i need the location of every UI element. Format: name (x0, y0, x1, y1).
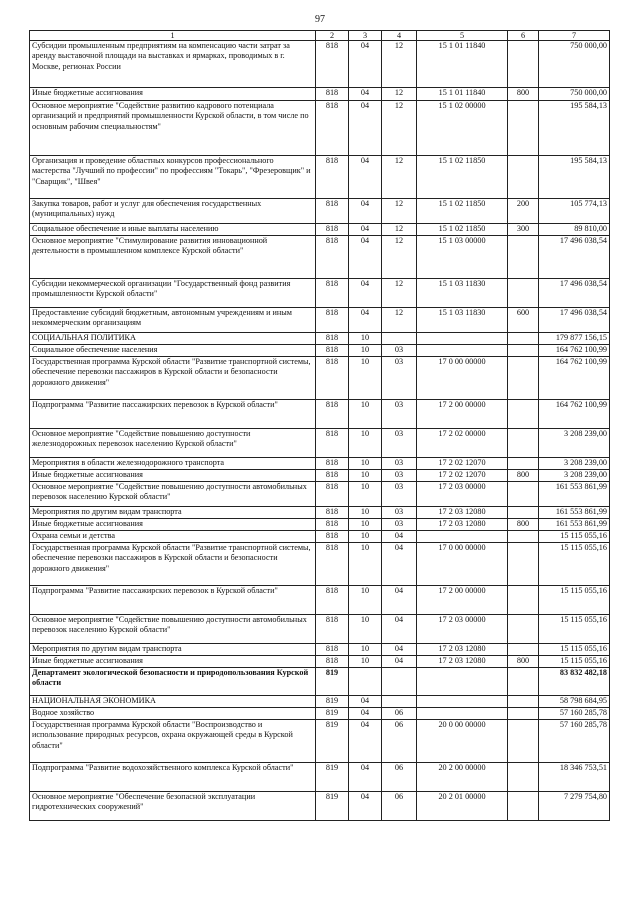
row-code-cell: 818 (316, 656, 349, 668)
row-expense-type-cell (508, 792, 539, 821)
row-section-cell: 10 (349, 333, 382, 345)
row-subsection-cell: 12 (382, 101, 417, 156)
row-section-cell: 04 (349, 792, 382, 821)
row-target-article-cell: 15 1 02 11850 (417, 224, 508, 236)
row-subsection-cell: 04 (382, 531, 417, 543)
row-expense-type-cell (508, 507, 539, 519)
row-subsection-cell: 12 (382, 199, 417, 224)
table-row (30, 543, 610, 586)
row-name-cell: Социальное обеспечение и иные выплаты населению (30, 224, 316, 236)
row-amount-cell: 17 496 038,54 (539, 236, 610, 279)
row-section-cell: 04 (349, 720, 382, 763)
row-section-cell: 10 (349, 429, 382, 458)
row-target-article-cell: 15 1 01 11840 (417, 41, 508, 88)
row-target-article-cell: 17 2 00 00000 (417, 586, 508, 615)
row-subsection-cell (382, 668, 417, 696)
row-target-article-cell: 17 2 03 12080 (417, 656, 508, 668)
row-name-cell: Мероприятия в области железнодорожного транспорта (30, 458, 316, 470)
row-target-article-cell: 17 0 00 00000 (417, 357, 508, 400)
row-section-cell: 04 (349, 708, 382, 720)
row-target-article-cell: 20 2 01 00000 (417, 792, 508, 821)
row-amount-cell: 164 762 100,99 (539, 357, 610, 400)
row-expense-type-cell (508, 333, 539, 345)
row-code-cell: 818 (316, 543, 349, 586)
row-expense-type-cell: 800 (508, 88, 539, 101)
row-code-cell: 818 (316, 236, 349, 279)
row-name-cell: Основное мероприятие "Обеспечение безопасной эксплуатации гидротехнических сооружений" (30, 792, 316, 821)
row-expense-type-cell (508, 763, 539, 792)
row-subsection-cell: 12 (382, 156, 417, 199)
row-name-cell: Подпрограмма "Развитие пассажирских перевозок в Курской области" (30, 586, 316, 615)
row-name-cell: Субсидии некоммерческой организации "Государственный фонд развития промышленности Курской области" (30, 279, 316, 308)
table-row (30, 333, 610, 345)
row-section-cell: 04 (349, 236, 382, 279)
row-expense-type-cell (508, 696, 539, 708)
row-section-cell: 04 (349, 156, 382, 199)
row-code-cell: 818 (316, 333, 349, 345)
row-subsection-cell: 12 (382, 41, 417, 88)
row-section-cell: 10 (349, 482, 382, 507)
row-section-cell: 10 (349, 615, 382, 644)
row-target-article-cell (417, 345, 508, 357)
table-row (30, 720, 610, 763)
row-target-article-cell: 15 1 01 11840 (417, 88, 508, 101)
row-amount-cell: 161 553 861,99 (539, 519, 610, 531)
row-expense-type-cell: 200 (508, 199, 539, 224)
row-amount-cell: 57 160 285,78 (539, 708, 610, 720)
row-expense-type-cell (508, 156, 539, 199)
row-expense-type-cell (508, 345, 539, 357)
row-amount-cell: 7 279 754,80 (539, 792, 610, 821)
row-name-cell: Подпрограмма "Развитие пассажирских перевозок в Курской области" (30, 400, 316, 429)
row-code-cell: 818 (316, 279, 349, 308)
table-row (30, 88, 610, 101)
header-cell: 5 (417, 31, 508, 41)
row-name-cell: Основное мероприятие "Содействие развитию кадрового потенциала организаций и предприятий промышленности Курской области, в том числе по основным рабочим специальностям" (30, 101, 316, 156)
header-cell: 2 (316, 31, 349, 41)
row-target-article-cell: 15 1 02 11850 (417, 199, 508, 224)
row-code-cell: 818 (316, 586, 349, 615)
row-name-cell: Иные бюджетные ассигнования (30, 519, 316, 531)
header-cell: 1 (30, 31, 316, 41)
budget-table (29, 30, 610, 821)
page-number: 97 (315, 14, 325, 25)
row-target-article-cell: 15 1 03 00000 (417, 236, 508, 279)
row-target-article-cell: 17 2 03 12080 (417, 519, 508, 531)
row-code-cell: 818 (316, 400, 349, 429)
row-amount-cell: 179 877 156,15 (539, 333, 610, 345)
row-section-cell: 04 (349, 101, 382, 156)
row-target-article-cell (417, 708, 508, 720)
row-code-cell: 818 (316, 357, 349, 400)
row-subsection-cell: 03 (382, 345, 417, 357)
row-code-cell: 819 (316, 708, 349, 720)
row-subsection-cell (382, 696, 417, 708)
row-amount-cell: 3 208 239,00 (539, 470, 610, 482)
row-expense-type-cell: 800 (508, 519, 539, 531)
row-name-cell: Государственная программа Курской области "Развитие транспортной системы, обеспечение перевозки пассажиров в Курской области и безопасности дорожного движения" (30, 543, 316, 586)
row-subsection-cell: 03 (382, 507, 417, 519)
row-expense-type-cell (508, 41, 539, 88)
row-subsection-cell: 03 (382, 429, 417, 458)
row-expense-type-cell (508, 458, 539, 470)
row-subsection-cell: 06 (382, 720, 417, 763)
row-expense-type-cell (508, 720, 539, 763)
row-name-cell: Субсидии промышленным предприятиям на компенсацию части затрат за аренду выставочной площади на выставках и ярмарках, проводимых в г. Москве, регионах России (30, 41, 316, 88)
row-amount-cell: 15 115 055,16 (539, 531, 610, 543)
row-code-cell: 818 (316, 458, 349, 470)
row-code-cell: 818 (316, 507, 349, 519)
row-target-article-cell: 20 0 00 00000 (417, 720, 508, 763)
row-subsection-cell: 03 (382, 400, 417, 429)
row-amount-cell: 164 762 100,99 (539, 345, 610, 357)
row-code-cell: 819 (316, 696, 349, 708)
row-target-article-cell: 20 2 00 00000 (417, 763, 508, 792)
row-amount-cell: 15 115 055,16 (539, 586, 610, 615)
row-expense-type-cell (508, 586, 539, 615)
row-name-cell: Мероприятия по другим видам транспорта (30, 644, 316, 656)
table-row (30, 156, 610, 199)
table-row (30, 586, 610, 615)
row-subsection-cell: 03 (382, 482, 417, 507)
row-section-cell: 10 (349, 458, 382, 470)
row-name-cell: Иные бюджетные ассигнования (30, 88, 316, 101)
row-code-cell: 818 (316, 644, 349, 656)
row-name-cell: Социальное обеспечение населения (30, 345, 316, 357)
row-target-article-cell (417, 696, 508, 708)
row-subsection-cell: 12 (382, 224, 417, 236)
row-expense-type-cell (508, 279, 539, 308)
row-target-article-cell (417, 333, 508, 345)
header-cell: 3 (349, 31, 382, 41)
row-amount-cell: 164 762 100,99 (539, 400, 610, 429)
row-target-article-cell: 15 1 03 11830 (417, 308, 508, 333)
table-row (30, 199, 610, 224)
row-amount-cell: 83 832 482,18 (539, 668, 610, 696)
row-code-cell: 818 (316, 224, 349, 236)
row-section-cell: 10 (349, 531, 382, 543)
row-expense-type-cell (508, 400, 539, 429)
row-subsection-cell: 04 (382, 644, 417, 656)
row-section-cell: 04 (349, 199, 382, 224)
row-subsection-cell: 04 (382, 656, 417, 668)
row-code-cell: 819 (316, 763, 349, 792)
header-cell: 4 (382, 31, 417, 41)
row-code-cell: 818 (316, 88, 349, 101)
row-section-cell: 10 (349, 470, 382, 482)
row-expense-type-cell: 600 (508, 308, 539, 333)
table-row (30, 615, 610, 644)
row-subsection-cell: 04 (382, 543, 417, 586)
row-section-cell: 10 (349, 519, 382, 531)
table-row (30, 531, 610, 543)
row-subsection-cell: 03 (382, 357, 417, 400)
table-row (30, 792, 610, 821)
table-row (30, 696, 610, 708)
row-amount-cell: 17 496 038,54 (539, 308, 610, 333)
table-row (30, 656, 610, 668)
row-target-article-cell: 17 2 03 00000 (417, 615, 508, 644)
row-expense-type-cell (508, 615, 539, 644)
row-target-article-cell: 17 2 02 00000 (417, 429, 508, 458)
table-row (30, 668, 610, 696)
row-section-cell (349, 668, 382, 696)
table-row (30, 429, 610, 458)
row-name-cell: СОЦИАЛЬНАЯ ПОЛИТИКА (30, 333, 316, 345)
row-amount-cell: 195 584,13 (539, 101, 610, 156)
header-cell: 6 (508, 31, 539, 41)
row-amount-cell: 15 115 055,16 (539, 543, 610, 586)
row-subsection-cell: 03 (382, 470, 417, 482)
row-target-article-cell: 17 0 00 00000 (417, 543, 508, 586)
row-expense-type-cell (508, 644, 539, 656)
row-target-article-cell: 17 2 02 12070 (417, 470, 508, 482)
table-row (30, 279, 610, 308)
row-code-cell: 818 (316, 470, 349, 482)
row-subsection-cell: 06 (382, 708, 417, 720)
row-section-cell: 04 (349, 308, 382, 333)
row-section-cell: 10 (349, 586, 382, 615)
table-row (30, 458, 610, 470)
table-row (30, 345, 610, 357)
row-target-article-cell (417, 668, 508, 696)
row-expense-type-cell: 300 (508, 224, 539, 236)
row-name-cell: Государственная программа Курской области "Развитие транспортной системы, обеспечение перевозки пассажиров в Курской области и безопасности дорожного движения" (30, 357, 316, 400)
table-row (30, 507, 610, 519)
row-name-cell: Закупка товаров, работ и услуг для обеспечения государственных (муниципальных) нужд (30, 199, 316, 224)
row-amount-cell: 195 584,13 (539, 156, 610, 199)
row-subsection-cell: 12 (382, 279, 417, 308)
row-name-cell: Подпрограмма "Развитие водохозяйственного комплекса Курской области" (30, 763, 316, 792)
row-section-cell: 04 (349, 224, 382, 236)
row-subsection-cell: 04 (382, 615, 417, 644)
row-subsection-cell: 06 (382, 763, 417, 792)
row-name-cell: Государственная программа Курской области "Воспроизводство и использование природных ресурсов, охрана окружающей среды в Курской области" (30, 720, 316, 763)
row-subsection-cell: 03 (382, 458, 417, 470)
header-cell: 7 (539, 31, 610, 41)
table-row (30, 224, 610, 236)
row-subsection-cell: 03 (382, 519, 417, 531)
row-amount-cell: 17 496 038,54 (539, 279, 610, 308)
row-code-cell: 819 (316, 668, 349, 696)
row-name-cell: Основное мероприятие "Содействие повышению доступности железнодорожных перевозок населению Курской области" (30, 429, 316, 458)
row-section-cell: 04 (349, 88, 382, 101)
row-section-cell: 10 (349, 400, 382, 429)
row-section-cell: 10 (349, 656, 382, 668)
table-row (30, 101, 610, 156)
header-row (30, 31, 610, 41)
row-subsection-cell: 04 (382, 586, 417, 615)
row-subsection-cell: 12 (382, 236, 417, 279)
row-target-article-cell (417, 531, 508, 543)
row-expense-type-cell (508, 708, 539, 720)
row-amount-cell: 58 798 684,95 (539, 696, 610, 708)
row-target-article-cell: 17 2 03 00000 (417, 482, 508, 507)
row-amount-cell: 18 346 753,51 (539, 763, 610, 792)
row-expense-type-cell (508, 482, 539, 507)
row-target-article-cell: 17 2 03 12080 (417, 507, 508, 519)
row-section-cell: 04 (349, 279, 382, 308)
table-row (30, 708, 610, 720)
table-row (30, 236, 610, 279)
table-row (30, 482, 610, 507)
row-subsection-cell: 12 (382, 88, 417, 101)
row-section-cell: 10 (349, 543, 382, 586)
row-section-cell: 04 (349, 763, 382, 792)
row-amount-cell: 3 208 239,00 (539, 458, 610, 470)
row-name-cell: Мероприятия по другим видам транспорта (30, 507, 316, 519)
row-subsection-cell: 12 (382, 308, 417, 333)
row-name-cell: Основное мероприятие "Содействие повышению доступности автомобильных перевозок населению Курской области" (30, 615, 316, 644)
row-target-article-cell: 15 1 03 11830 (417, 279, 508, 308)
row-expense-type-cell: 800 (508, 656, 539, 668)
row-amount-cell: 15 115 055,16 (539, 615, 610, 644)
table-row (30, 519, 610, 531)
row-name-cell: Департамент экологической безопасности и природопользования Курской области (30, 668, 316, 696)
row-section-cell: 10 (349, 345, 382, 357)
row-expense-type-cell (508, 101, 539, 156)
row-section-cell: 10 (349, 357, 382, 400)
row-target-article-cell: 15 1 02 11850 (417, 156, 508, 199)
row-code-cell: 818 (316, 429, 349, 458)
row-code-cell: 818 (316, 531, 349, 543)
row-code-cell: 819 (316, 792, 349, 821)
row-code-cell: 818 (316, 199, 349, 224)
row-expense-type-cell (508, 357, 539, 400)
row-amount-cell: 105 774,13 (539, 199, 610, 224)
row-target-article-cell: 15 1 02 00000 (417, 101, 508, 156)
row-name-cell: Основное мероприятие "Стимулирование развития инновационной деятельности в промышленном комплексе Курской области" (30, 236, 316, 279)
row-name-cell: Водное хозяйство (30, 708, 316, 720)
row-amount-cell: 3 208 239,00 (539, 429, 610, 458)
row-code-cell: 818 (316, 345, 349, 357)
row-name-cell: Иные бюджетные ассигнования (30, 656, 316, 668)
row-name-cell: Организация и проведение областных конкурсов профессионального мастерства "Лучший по профессии" по профессиям "Токарь", "Фрезеровщик" и "Сварщик", "Швея" (30, 156, 316, 199)
row-target-article-cell: 17 2 02 12070 (417, 458, 508, 470)
row-amount-cell: 89 810,00 (539, 224, 610, 236)
row-section-cell: 10 (349, 644, 382, 656)
table-row (30, 41, 610, 88)
row-code-cell: 818 (316, 308, 349, 333)
row-code-cell: 818 (316, 519, 349, 531)
row-code-cell: 818 (316, 615, 349, 644)
row-name-cell: Иные бюджетные ассигнования (30, 470, 316, 482)
table-row (30, 763, 610, 792)
row-amount-cell: 57 160 285,78 (539, 720, 610, 763)
row-expense-type-cell: 800 (508, 470, 539, 482)
row-code-cell: 818 (316, 41, 349, 88)
row-code-cell: 819 (316, 720, 349, 763)
table-row (30, 400, 610, 429)
row-name-cell: Предоставление субсидий бюджетным, автономным учреждениям и иным некоммерческим организациям (30, 308, 316, 333)
row-target-article-cell: 17 2 03 12080 (417, 644, 508, 656)
row-name-cell: НАЦИОНАЛЬНАЯ ЭКОНОМИКА (30, 696, 316, 708)
row-code-cell: 818 (316, 156, 349, 199)
row-code-cell: 818 (316, 101, 349, 156)
row-amount-cell: 161 553 861,99 (539, 507, 610, 519)
row-section-cell: 04 (349, 696, 382, 708)
row-name-cell: Охрана семьи и детства (30, 531, 316, 543)
table-row (30, 470, 610, 482)
row-expense-type-cell (508, 543, 539, 586)
row-expense-type-cell (508, 668, 539, 696)
row-amount-cell: 750 000,00 (539, 41, 610, 88)
row-expense-type-cell (508, 429, 539, 458)
row-subsection-cell (382, 333, 417, 345)
table-row (30, 308, 610, 333)
row-section-cell: 10 (349, 507, 382, 519)
row-target-article-cell: 17 2 00 00000 (417, 400, 508, 429)
row-amount-cell: 161 553 861,99 (539, 482, 610, 507)
row-subsection-cell: 06 (382, 792, 417, 821)
table-row (30, 357, 610, 400)
table-row (30, 644, 610, 656)
row-expense-type-cell (508, 531, 539, 543)
row-amount-cell: 750 000,00 (539, 88, 610, 101)
row-section-cell: 04 (349, 41, 382, 88)
row-expense-type-cell (508, 236, 539, 279)
row-code-cell: 818 (316, 482, 349, 507)
row-amount-cell: 15 115 055,16 (539, 656, 610, 668)
row-name-cell: Основное мероприятие "Содействие повышению доступности автомобильных перевозок населению Курской области" (30, 482, 316, 507)
row-amount-cell: 15 115 055,16 (539, 644, 610, 656)
